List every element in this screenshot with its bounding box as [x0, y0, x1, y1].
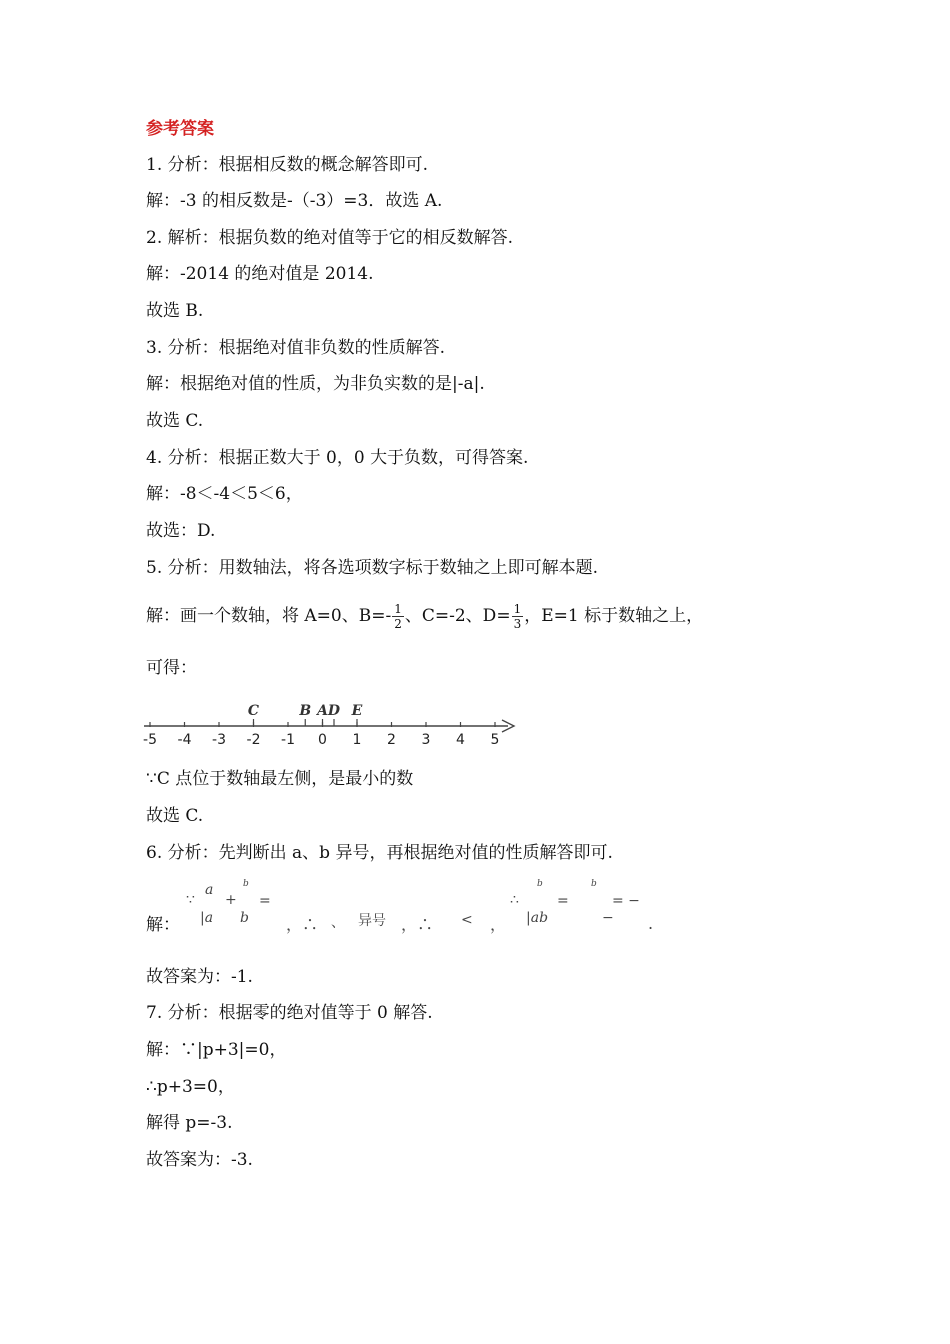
q7-analysis: 7. 分析：根据零的绝对值等于 0 解答. [146, 1003, 433, 1023]
q6-abs-a: |a [200, 910, 214, 926]
number-line-tick-label: -3 [212, 732, 226, 748]
fraction-numerator: 1 [513, 602, 522, 616]
q6-dun: 、 [331, 915, 345, 931]
q6-frac-b: b [243, 879, 249, 889]
fraction-one-third [512, 602, 524, 631]
q3-choice: 故选 C. [146, 411, 204, 431]
q6-equals-2: = [557, 893, 569, 909]
q4-choice: 故选：D. [146, 521, 216, 541]
q2-solution: 解：-2014 的绝对值是 2014. [146, 264, 374, 284]
number-line-tick-label: 5 [490, 732, 500, 748]
q6-frac-a: a [205, 882, 214, 898]
number-line-tick-label: 0 [318, 732, 327, 748]
q5-solution-part1: 解：画一个数轴，将 A=0、B=- [146, 606, 392, 626]
q6-frac-ab-top: b [537, 879, 543, 889]
number-line-tick-label: -4 [177, 732, 192, 748]
therefore-symbol: ∴ [510, 892, 519, 908]
q5-choice: 故选 C. [146, 806, 204, 826]
number-line-point-label: C [247, 703, 260, 719]
number-line-tick-label: -2 [246, 732, 261, 748]
q6-comma-therefore-2: ，∴ [401, 915, 434, 934]
q4-analysis: 4. 分析：根据正数大于 0，0 大于负数，可得答案. [146, 448, 529, 468]
q5-solution-part3: ，E=1 标于数轴之上， [524, 606, 704, 626]
q2-choice: 故选 B. [146, 301, 204, 321]
q6-equals-minus: = − [612, 893, 640, 909]
q5-analysis: 5. 分析：用数轴法，将各选项数字标于数轴之上即可解本题. [146, 558, 599, 578]
because-symbol: ∵ [186, 892, 195, 908]
number-line-point-label: A [317, 703, 328, 719]
q6-minus: − [602, 910, 614, 926]
number-line-tick-label: 1 [352, 732, 362, 748]
number-line-tick-label: -5 [143, 732, 157, 748]
q6-analysis: 6. 分析：先判断出 a、b 异号，再根据绝对值的性质解答即可. [146, 843, 613, 863]
q6-abs-b: b [240, 910, 249, 926]
q5-because: ∵C 点位于数轴最左侧，是最小的数 [146, 769, 414, 789]
q6-plus: + [225, 892, 237, 908]
fraction-denominator: 2 [394, 617, 402, 631]
number-line-tick-label: 3 [421, 732, 431, 748]
fraction-denominator: 3 [513, 617, 522, 631]
number-line-point-label: D [327, 703, 341, 719]
number-line-tick-label: 4 [456, 732, 465, 748]
q4-solution: 解：-8＜-4＜5＜6， [146, 484, 303, 504]
q6-answer: 故答案为：-1. [146, 967, 253, 987]
q1-solution: 解：-3 的相反数是-（-3）=3．故选 A. [146, 191, 443, 211]
q6-comma-therefore-1: ，∴ [286, 915, 319, 934]
q6-solution-label: 解： [146, 915, 180, 935]
q1-analysis: 1. 分析：根据相反数的概念解答即可. [146, 155, 429, 175]
q6-abs-ab: |ab [526, 910, 549, 926]
q5-solution-part2: 、C=-2、D= [404, 606, 511, 626]
q6-yihao: 异号 [358, 913, 386, 929]
number-line-tick-label: 2 [387, 732, 396, 748]
fraction-numerator: 1 [394, 602, 402, 616]
q2-analysis: 2. 解析：根据负数的绝对值等于它的相反数解答. [146, 228, 514, 248]
q5-solution [146, 597, 703, 635]
q6-period: . [648, 914, 654, 933]
q6-less-than: < [461, 912, 473, 928]
q6-equals: = [259, 893, 271, 909]
q3-analysis: 3. 分析：根据绝对值非负数的性质解答. [146, 338, 446, 358]
q5-result: 可得： [146, 658, 197, 678]
number-line-point-label: B [299, 703, 312, 719]
number-line-figure [140, 693, 530, 753]
answer-heading: 参考答案 [146, 119, 214, 139]
q3-solution: 解：根据绝对值的性质，为非负实数的是|-a|. [146, 374, 485, 394]
q7-answer: 故答案为：-3. [146, 1150, 253, 1170]
number-line-point-label: E [351, 703, 363, 719]
number-line-tick-label: -1 [281, 732, 295, 748]
q7-result: 解得 p=-3. [146, 1113, 233, 1133]
q7-solution: 解：∵|p+3|=0， [146, 1040, 287, 1060]
q7-step: ∴p+3=0， [146, 1077, 235, 1097]
q6-comma-3: ， [490, 915, 507, 934]
q6-frac-b2-top: b [591, 879, 597, 889]
fraction-one-half [392, 602, 404, 631]
